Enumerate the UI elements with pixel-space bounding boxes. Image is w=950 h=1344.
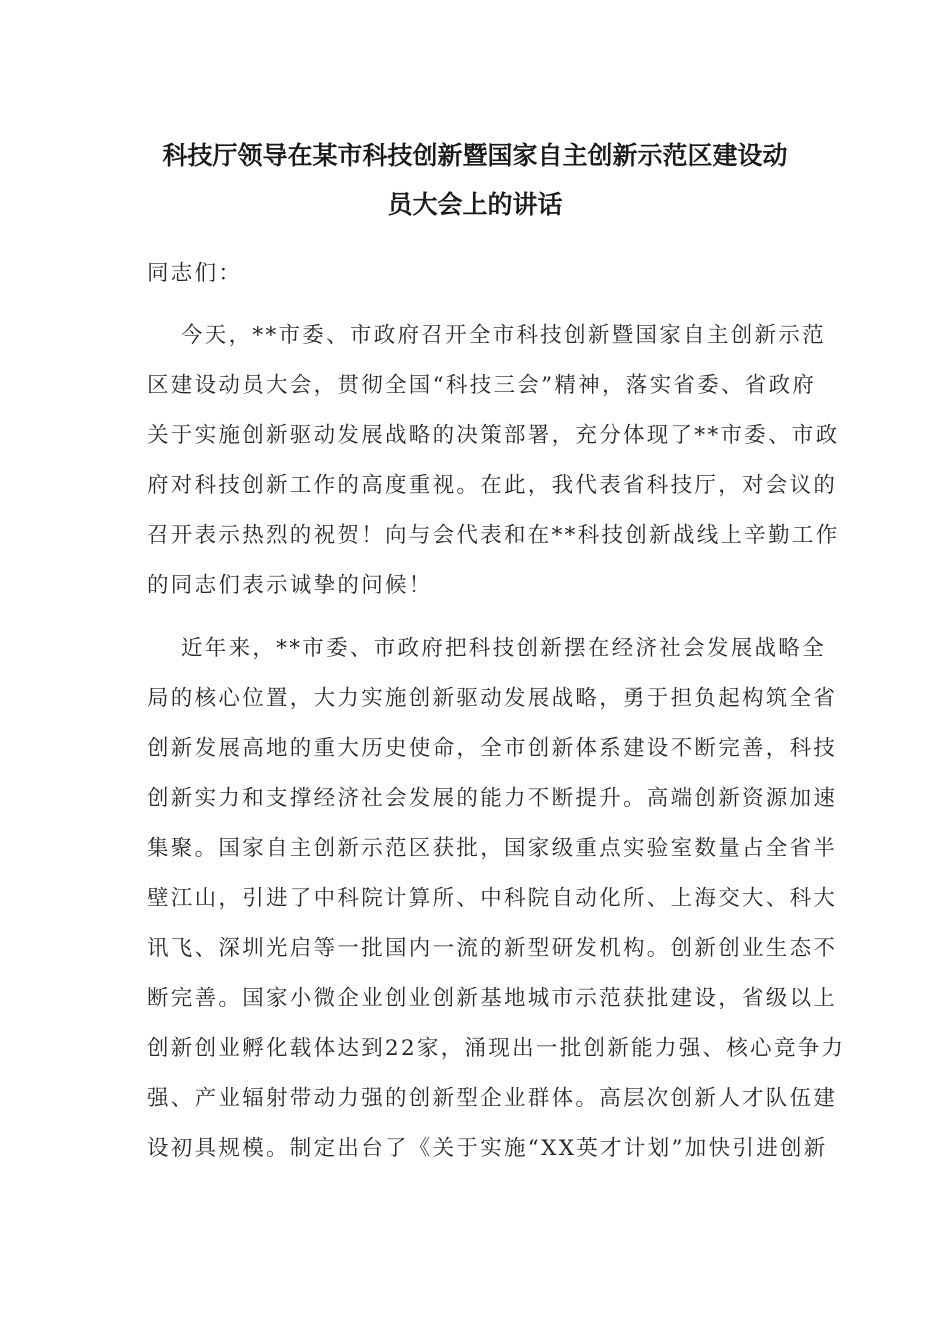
- paragraph1-line: 今天，**市委、市政府召开全市科技创新暨国家自主创新示范: [181, 323, 826, 348]
- paragraph1-line: 关于实施创新驱动发展战略的决策部署，充分体现了**市委、市政: [147, 423, 840, 448]
- document-title-line-1: 科技厅领导在某市科技创新暨国家自主创新示范区建设动: [162, 141, 788, 170]
- paragraph2-line: 近年来，**市委、市政府把科技创新摆在经济社会发展战略全: [181, 636, 826, 661]
- paragraph1-line: 府对科技创新工作的高度重视。在此，我代表省科技厅，对会议的: [147, 473, 838, 498]
- paragraph2-line: 创新实力和支撑经济社会发展的能力不断提升。高端创新资源加速: [147, 786, 838, 811]
- salutation: 同志们：: [147, 261, 243, 286]
- paragraph2-line: 集聚。国家自主创新示范区获批，国家级重点实验室数量占全省半: [147, 836, 838, 861]
- paragraph2-line: 设初具规模。制定出台了《关于实施“XX英才计划”加快引进创新: [147, 1136, 828, 1161]
- paragraph2-line: 断完善。国家小微企业创业创新基地城市示范获批建设，省级以上: [147, 986, 838, 1011]
- paragraph2-line: 局的核心位置，大力实施创新驱动发展战略，勇于担负起构筑全省: [147, 686, 838, 711]
- paragraph1-line: 区建设动员大会，贯彻全国“科技三会”精神，落实省委、省政府: [147, 373, 817, 398]
- paragraph2-line: 壁江山，引进了中科院计算所、中科院自动化所、上海交大、科大: [147, 886, 838, 911]
- paragraph2-line: 创新创业孵化载体达到22家，涌现出一批创新能力强、核心竞争力: [147, 1036, 846, 1061]
- paragraph1-line: 的同志们表示诚挚的问候！: [147, 573, 433, 598]
- paragraph2-line: 讯飞、深圳光启等一批国内一流的新型研发机构。创新创业生态不: [147, 936, 838, 961]
- paragraph1-line: 召开表示热烈的祝贺！向与会代表和在**科技创新战线上辛勤工作: [147, 523, 840, 548]
- paragraph2-line: 强、产业辐射带动力强的创新型企业群体。高层次创新人才队伍建: [147, 1086, 838, 1111]
- document-title-line-2: 员大会上的讲话: [387, 190, 563, 219]
- paragraph2-line: 创新发展高地的重大历史使命，全市创新体系建设不断完善，科技: [147, 736, 838, 761]
